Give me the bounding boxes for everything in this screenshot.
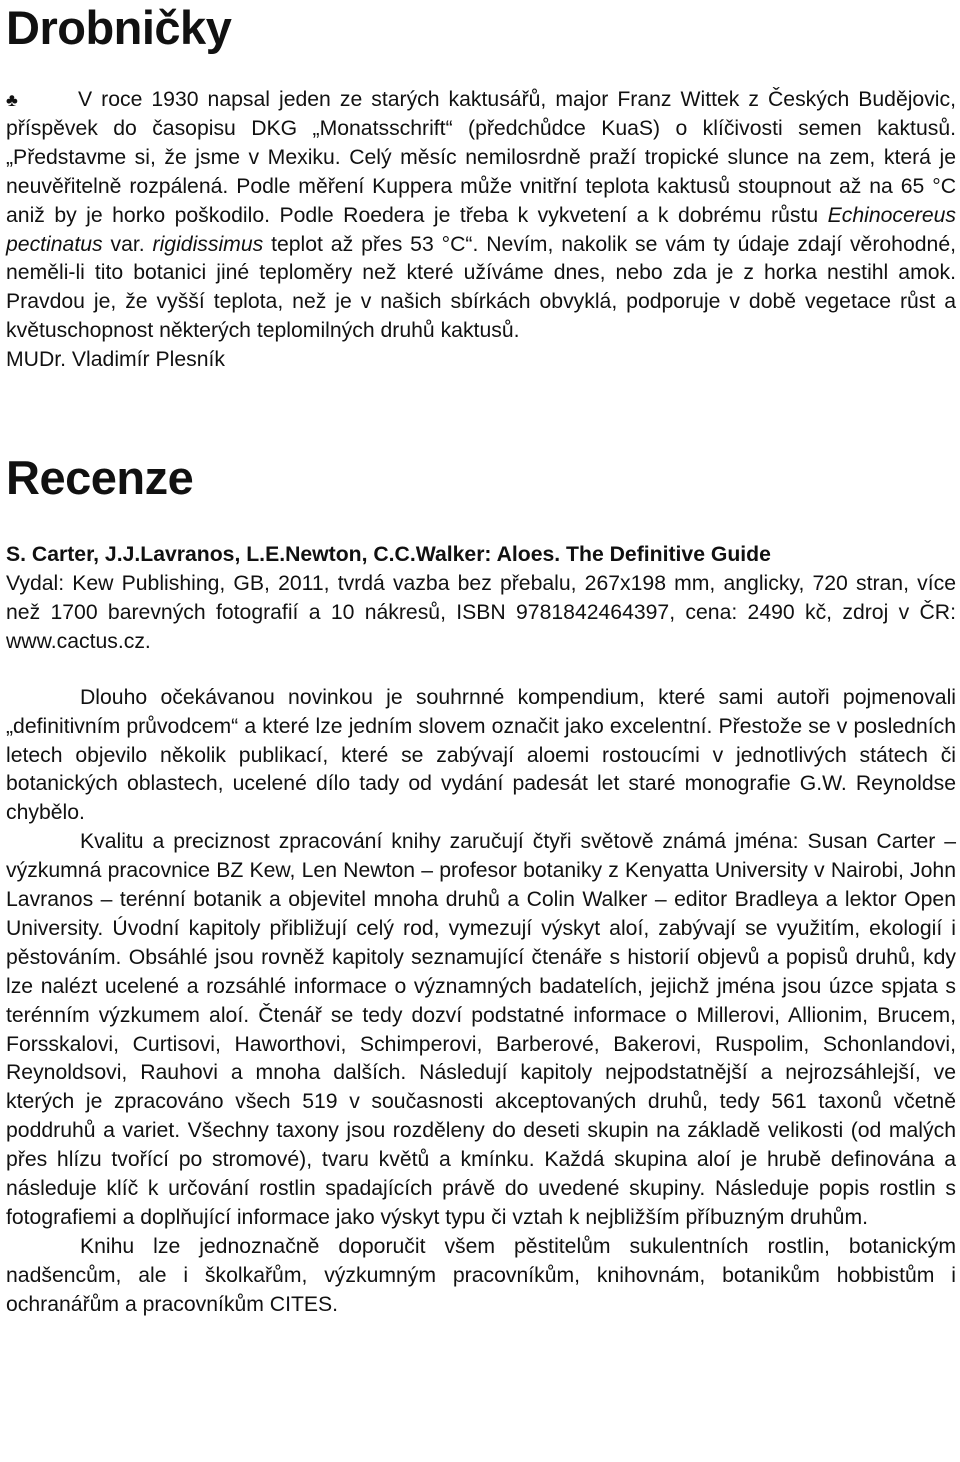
drobnicky-text-a: V roce 1930 napsal jeden ze starých kaktusářů, major Franz Wittek z Českých Budějovic, příspěvek do časopisu DKG „Monatsschrift“ (předchůdce KuaS) o klíčivosti semen kaktusů. „Představme si, že jsme v Mexiku. Celý měsíc nemilosrdně praží tropické slunce na zem, která je neuvěřitelně rozpálená. Podle měření Kuppera může vnitřní teplota kaktusů stoupnout až na 65 °C aniž by je horko poškodilo. Podle Roedera je třeba k vykvetení a k dobrému růstu xyxy=(6,88,956,227)
review-paragraph-3: Knihu lze jednoznačně doporučit všem pěstitelům sukulentních rostlin, botanickým nadšencům, ale i školkařům, výzkumným pracovníkům, knihovnám, botanikům hobbistům i ochranářům a pracovníkům CITES. xyxy=(6,1234,956,1316)
drobnicky-text-b: var. xyxy=(102,232,153,256)
section-title-recenze: Recenze xyxy=(6,451,194,505)
book-metadata: Vydal: Kew Publishing, GB, 2011, tvrdá vazba bez přebalu, 267x198 mm, anglicky, 720 stran, více než 1700 barevných fotografií a 10 nákresů, ISBN 9781842464397, cena: 2490 kč, zdroj v ČR: www.cactus.cz. xyxy=(6,571,956,653)
book-title: S. Carter, J.J.Lavranos, L.E.Newton, C.C.Walker: Aloes. The Definitive Guide xyxy=(6,543,771,567)
author-signature: MUDr. Vladimír Plesník xyxy=(6,348,225,372)
species-name: Echinocereus pectinatus xyxy=(6,203,956,256)
drobnicky-text-c: teplot až přes 53 °C“. Nevím, nakolik se vám ty údaje zdají věrohodné, neměli-li tito botanici jiné teploměry než které užíváme dnes, nebo zda je z horka nestihl amok. Pravdou je, že vyšší teplota, než je v našich sbírkách obvyklá, podporuje v době vegetace růst a květuschopnost některých teplomilných druhů kaktusů. xyxy=(6,232,956,343)
variety-name: rigidissimus xyxy=(152,232,264,256)
spacer xyxy=(6,657,956,684)
drobnicky-paragraph xyxy=(6,86,956,346)
review-paragraph-2: Kvalitu a preciznost zpracování knihy zaručují čtyři světově známá jména: Susan Carter –výzkumná pracovnice BZ Kew, Len Newton – profesor botaniky z Kenyatta University v Nairobi, John Lavranos – terénní botanik a objevitel mnoha druhů a Colin Walker – editor Bradleya a lektor Open University. Úvodní kapitoly přibližují celý rod, vymezují výskyt aloí, zabývají se využitím, ekologií i pěstováním. Obsáhlé jsou rovněž kapitoly seznamující čtenáře s historií objevů a popisů druhů, kdy lze nalézt ucelené a rozsáhlé informace o významných badatelích, jejichž jména jsou úzce spjata s terénním výzkumem aloí. Čtenář se tedy dozví podstatné informace o Millerovi, Allionim, Brucem, Forsskalovi, Curtisovi, Haworthovi, Schimperovi, Barberové, Bakerovi, Ruspolim, Schonlandovi, Reynoldsovi, Rauhovi a mnoha dalších. Následují kapitoly nejpodstatnější a nejrozsáhlejší, ve kterých je zpracováno všech 519 v současnosti akceptovaných druhů, tedy 561 taxonů včetně poddruhů a variet. Všechny taxony jsou rozděleny do deseti skupin na základě velikosti (od malých přes hlízu tvořící po stromové), tvaru květů a kmínku. Každá skupina aloí je hrubě definována a následuje klíč k určování rostlin spadajících právě do uvedené skupiny. Následuje popis rostlin s fotografiemi a doplňující informace jako výskyt typu či vztah k nejbližším příbuzným druhům. xyxy=(6,830,956,1229)
club-suit-icon: ♣ xyxy=(6,90,18,110)
review-paragraph-1: Dlouho očekávanou novinkou je souhrnné kompendium, které sami autoři pojmenovali „definitivním průvodcem“ a které lze jedním slovem označit jako excelentní. Přestože se v posledních letech objevilo několik publikací, které se zabývají aloemi rostoucími v jednotlivých státech či botanických oblastech, ucelené dílo tady od vydání padesát let staré monografie G.W. Reynoldse chybělo. xyxy=(6,685,956,825)
section-title-drobnicky: Drobničky xyxy=(6,1,232,54)
